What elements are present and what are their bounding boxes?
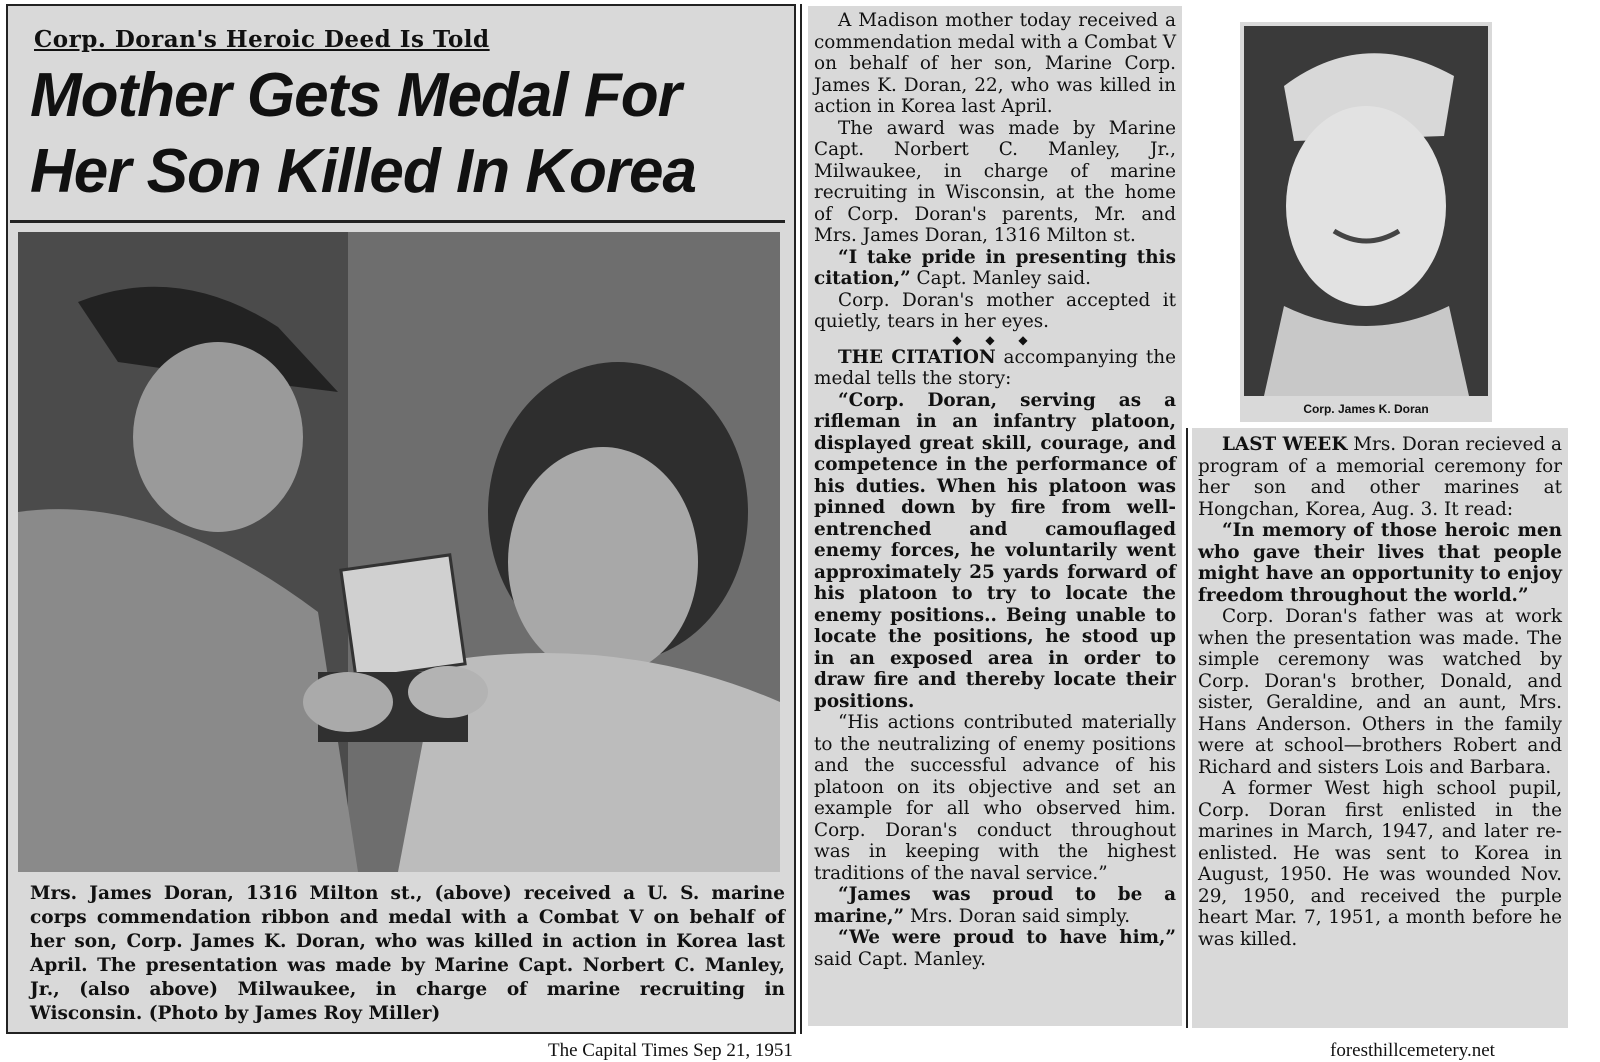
subhead-lead: LAST WEEK [1222,434,1348,455]
article-paragraph [1198,434,1562,520]
quote-attribution: said Capt. Manley. [814,948,986,970]
column-divider [1186,428,1188,1028]
citation-text: “Corp. Doran, serving as a rifleman in an infantry platoon, displayed great skill, courage, and competence in the performance of his duties. When his platoon was pinned down by fire from well-entrenched and camouflaged enemy forces, he voluntarily went approximately 25 yards forward of his platoon to try to locate the enemy positions.. Being unable to locate the positions, he stood up in an exposed area in order to draw fire and thereby locate their positions. [814,389,1176,712]
website-credit: foresthillcemetery.net [1330,1040,1495,1061]
quote-text: “I take pride in presenting this citation,” [814,246,1176,289]
quote-paragraph [814,884,1176,927]
subhead-rest: Mrs. Doran recieved a program of a memorial ceremony for her son and other marines at Hongchan, Korea, Aug. 3. It read: [1198,434,1562,520]
article-column-middle [808,6,1182,1026]
article-column-right [1192,428,1568,1028]
article-paragraph: A Madison mother today received a commendation medal with a Combat V on behalf of her son, Marine Corp. James K. Doran, 22, who was killed in action in Korea last April. [814,10,1176,117]
quote-text: “James was proud to be a marine,” [814,884,1176,927]
portrait-photo-image [1244,26,1488,396]
quote-text: “We were proud to have him,” [838,927,1176,948]
portrait-clipping [1240,22,1492,422]
presentation-photo [18,232,780,872]
subhead-rest: accompanying the medal tells the story: [814,346,1176,389]
headline-line-2: Her Son Killed In Korea [30,137,697,206]
headline-rule [10,220,785,223]
main-headline [30,58,770,210]
article-paragraph: The award was made by Marine Capt. Norbert C. Manley, Jr., Milwaukee, in charge of marine recruiting in Wisconsin, at the home of Corp. Doran's parents, Mr. and Mrs. James Doran, 1316 Milton st. [814,117,1176,246]
quote-attribution: Capt. Manley said. [910,268,1091,289]
headline-line-1: Mother Gets Medal For [30,61,681,130]
quote-attribution: Mrs. Doran said simply. [904,905,1131,927]
subhead-lead: THE CITATION [838,346,996,368]
presentation-photo-image [18,232,780,872]
article-paragraph: Corp. Doran's mother accepted it quietly, tears in her eyes. [814,289,1176,332]
source-citation: The Capital Times Sep 21, 1951 [548,1040,793,1061]
citation-text-continued: “His actions contributed materially to the neutralizing of enemy positions and the successful advance of his platoon on its objective and set an example for all who observed him. Corp. Doran's conduct throughout was in keeping with the highest traditions of the naval service.” [814,712,1176,884]
memorial-quote: “In memory of those heroic men who gave their lives that people might have an opportunity to enjoy freedom throughout the world.” [1198,520,1562,606]
section-ornament: ◆ ◆ ◆ [952,332,1038,347]
column-divider [800,4,802,1034]
photo-caption: Mrs. James Doran, 1316 Milton st., (above) received a U. S. marine corps commendation ribbon and medal with a Combat V on behalf of her son, Corp. James K. Doran, who was killed in action in Korea last April. The presentation was made by Marine Capt. Norbert C. Manley, Jr., (also above) Milwaukee, in charge of marine recruiting in Wisconsin. (Photo by James Roy Miller) [30,883,785,1024]
article-paragraph: Corp. Doran's father was at work when the presentation was made. The simple ceremony was watched by Corp. Doran's brother, Donald, and sister, Geraldine, and an aunt, Mrs. Hans Anderson. Others in the family were at school—brothers Robert and Richard and sisters Lois and Barbara. [1198,606,1562,778]
kicker-headline: Corp. Doran's Heroic Deed Is Told [34,26,490,53]
citation-intro [814,347,1176,390]
portrait-caption: Corp. James K. Doran [1303,402,1429,416]
portrait-photo [1244,26,1488,396]
quote-paragraph [814,927,1176,970]
article-paragraph: A former West high school pupil, Corp. Doran first enlisted in the marines in March, 1947, and later re-enlisted. He was sent to Korea in August, 1950. He was wounded Nov. 29, 1950, and received the purple heart Mar. 7, 1951, a month before he was killed. [1198,778,1562,950]
quote-paragraph [814,247,1176,290]
